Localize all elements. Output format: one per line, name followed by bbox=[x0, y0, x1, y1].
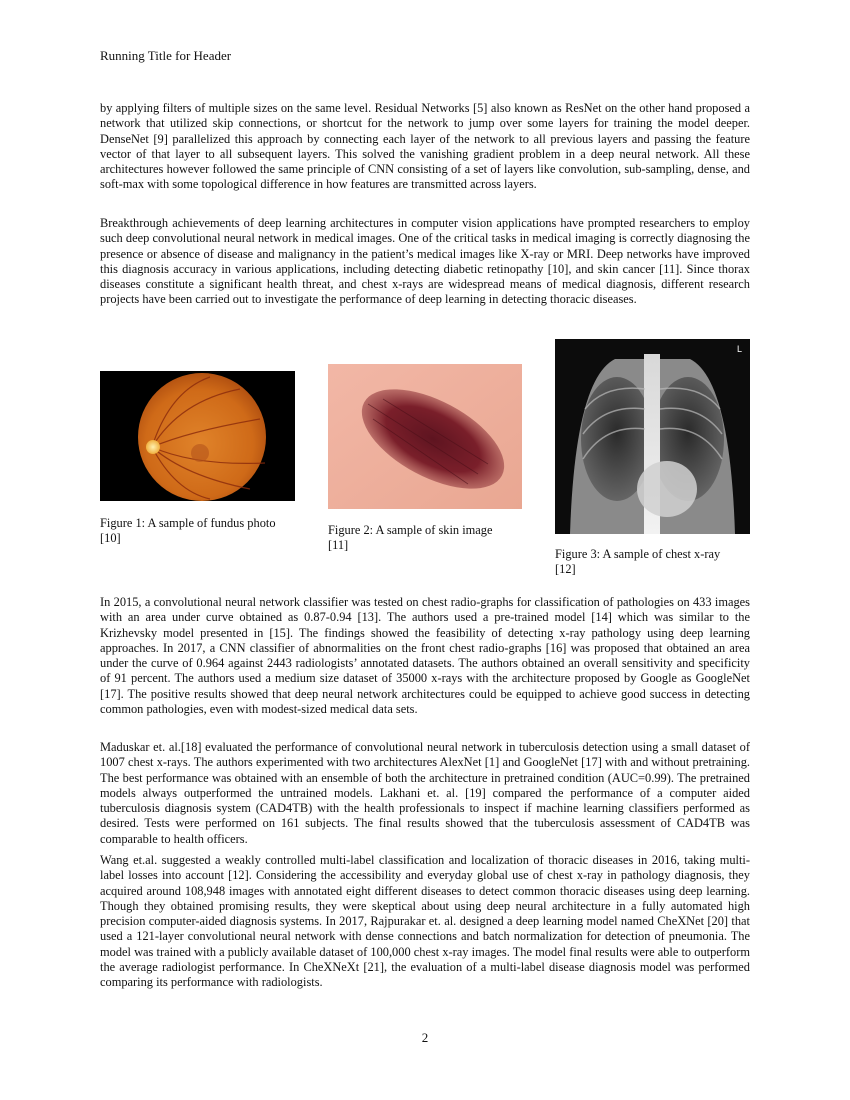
figure-2-caption-text: Figure 2: A sample of skin image bbox=[328, 523, 493, 537]
figure-2-caption bbox=[328, 523, 538, 554]
figure-1-caption-text: Figure 1: A sample of fundus photo bbox=[100, 516, 276, 530]
body-paragraph-1: by applying filters of multiple sizes on the same level. Residual Networks [5] also known as ResNet on the other hand proposed a network that utilized skip connections, or shortcut for the network to jump over some layers for training the model deeper. DenseNet [9] parallelized this approach by connecting each layer of the network to all previous layers and passing the feature vector of that layer to all subsequent layers. This solved the vanishing gradient problem in a deep neural network. All these architectures however followed the same principle of CNN consisting of a set of layers like convolution, sub-sampling, dense, and soft-max with some topological difference in how features are transmitted across layers. bbox=[100, 101, 750, 192]
body-paragraph-3: In 2015, a convolutional neural network classifier was tested on chest radio-graphs for classification of pathologies on 433 images with an area under curve obtained as 0.87-0.94 [13]. The authors used a pre-trained model [14] which was similar to the Krizhevsky model presented in [15]. The findings showed the feasibility of detecting x-ray pathology using deep learning approaches. In 2017, a CNN classifier of abnormalities on the front chest radio-graphs [16] was proposed that obtained an area under the curve of 0.964 against 2443 radiologists’ annotated datasets. The authors obtained an overall sensitivity and specificity of 91 percent. The authors used a medium size dataset of 35000 x-rays with the architecture proposed by Google as GoogleNet [17]. The positive results showed that deep neural network architectures could be equipped to achieve good success in detecting common pathologies, even with modest-sized medical data sets. bbox=[100, 595, 750, 717]
figure-2-caption-ref: [11] bbox=[328, 538, 349, 553]
figure-3-caption bbox=[555, 547, 765, 578]
figure-1-caption bbox=[100, 516, 300, 547]
figure-2-skin-image bbox=[328, 364, 522, 509]
running-title: Running Title for Header bbox=[100, 48, 232, 63]
xray-side-marker: L bbox=[737, 344, 743, 354]
body-paragraph-4: Maduskar et. al.[18] evaluated the performance of convolutional neural network in tuberculosis detection using a small dataset of 1007 chest x-rays. The authors experimented with two architectures AlexNet [1] and GoogleNet [17] with and without pretraining. The best performance was obtained with an ensemble of both the architecture in pretrained condition (AUC=0.99). The pretrained models always outperformed the untrained models. Lakhani et. al. [19] compared the performance of a computer aided tuberculosis diagnosis system (CAD4TB) with the health professionals to inspect if machine learning classifiers performed as desired. Tests were performed on 161 subjects. The final results showed that the tuberculosis assessment of CAD4TB was comparable to health officers. bbox=[100, 740, 750, 846]
figure-1-fundus-image bbox=[100, 371, 295, 501]
figure-3-caption-ref: [12] bbox=[555, 562, 576, 577]
page-number: 2 bbox=[421, 1030, 429, 1045]
figure-1-caption-ref: [10] bbox=[100, 531, 121, 546]
figure-3-xray-image bbox=[555, 339, 750, 534]
figure-3-caption-text: Figure 3: A sample of chest x-ray bbox=[555, 547, 721, 561]
body-paragraph-5: Wang et.al. suggested a weakly controlled multi-label classification and localization of thoracic diseases in 2016, taking multi-label losses into account [12]. Considering the accessibility and everyday global use of chest x-ray in pathology diagnosis, they acquired around 108,948 images with annotated eight different diseases to detect common thoracic diseases using deep learning. Though they obtained promising results, they were skeptical about using deep neural architecture in a fully automated high precision computer-aided diagnosis systems. In 2017, Rajpurakar et. al. designed a deep learning model named CheXNet [20] that used a 121-layer convolutional neural network with dense connections and batch normalization for detection of pneumonia. The model was trained with a publicly available dataset of 100,000 chest x-ray images. The model final results were able to outperform the average radiologist performance. In CheXNeXt [21], the evaluation of a multi-label disease diagnosis model was performed comparing its performance with radiologists. bbox=[100, 853, 750, 990]
body-paragraph-2: Breakthrough achievements of deep learning architectures in computer vision applications have prompted researchers to employ such deep convolutional neural network in medical images. One of the critical tasks in medical imaging is correctly diagnosing the presence or absence of disease and malignancy in the patient’s medical images like X-ray or MRI. Deep networks have improved this diagnosis accuracy in various applications, including detecting diabetic retinopathy [10], and skin cancer [11]. Since thorax diseases constitute a significant health threat, and chest x-rays are widespread means of medical diagnosis, different research projects have been carried out to investigate the performance of deep learning in detecting thoracic diseases. bbox=[100, 216, 750, 307]
